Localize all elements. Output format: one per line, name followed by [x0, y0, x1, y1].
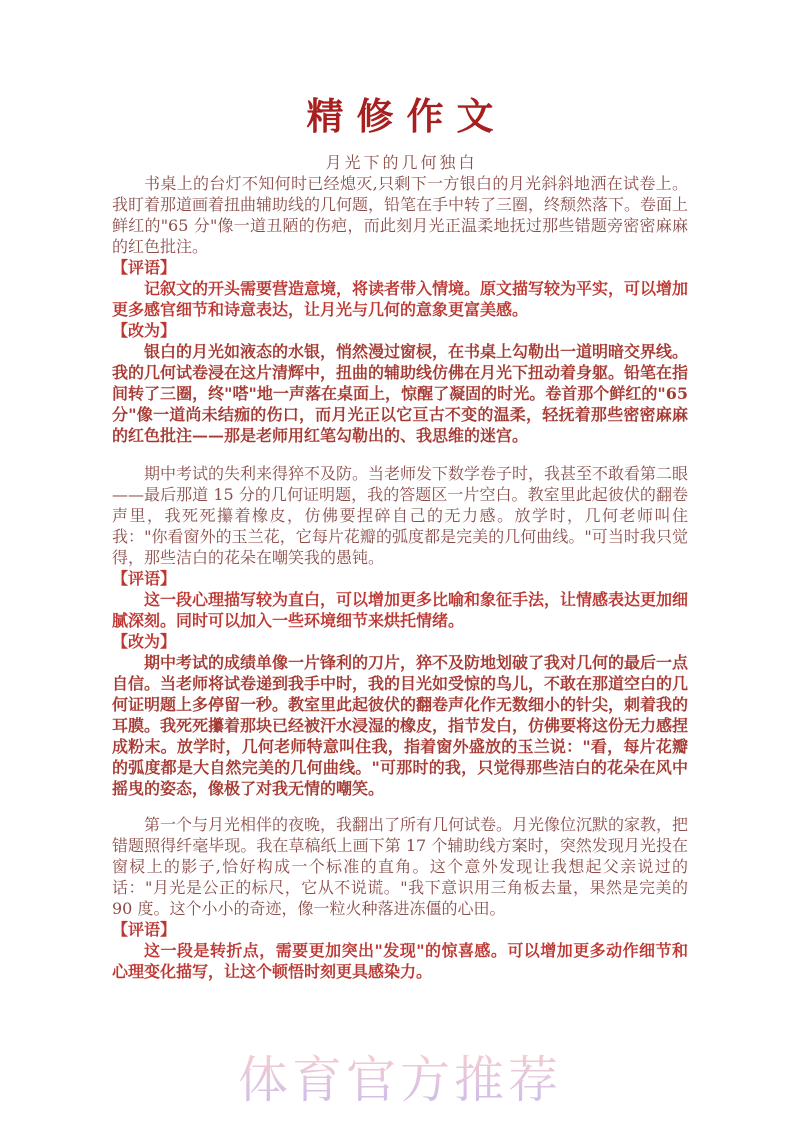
page-title: 精修作文 — [306, 94, 507, 138]
essay-section-1 — [112, 173, 688, 446]
comment-label: 【评语】 — [112, 569, 177, 588]
comment-label: 【评语】 — [112, 258, 177, 277]
document-content — [112, 0, 688, 982]
rewrite-label: 【改为】 — [112, 321, 177, 340]
original-paragraph: 第一个与月光相伴的夜晚，我翻出了所有几何试卷。月光像位沉默的家教，把错题照得纤毫毕现。我在草稿纸上画下第 17 个辅助线方案时，突然发现月光投在窗棂上的影子,恰好构成一个标准的直角。这个意外发现让我想起父亲说过的话："月光是公正的标尺，它从不说谎。"我下意识用三角板去量，果然是完美的 90 度。这个小小的奇迹，像一粒火种落进冻僵的心田。 — [112, 815, 689, 918]
comment-text: 这一段心理描写较为直白，可以增加更多比喻和象征手法，让情感表达更加细腻深刻。同时可以加入一些环境细节来烘托情绪。 — [112, 590, 689, 630]
original-paragraph: 书桌上的台灯不知何时已经熄灭,只剩下一方银白的月光斜斜地洒在试卷上。我盯着那道画着扭曲辅助线的几何题，铅笔在手中转了三圈，终颓然落下。卷面上鲜红的"65 分"像一道丑陋的伤疤，而此刻月光正温柔地抚过那些错题旁密密麻麻的红色批注。 — [112, 174, 689, 256]
essay-section-2 — [112, 463, 688, 799]
rewrite-label: 【改为】 — [112, 632, 177, 651]
watermark-text: 体育官方推荐 — [0, 1050, 800, 1110]
original-paragraph: 期中考试的失利来得猝不及防。当老师发下数学卷子时，我甚至不敢看第二眼——最后那道 15 分的几何证明题，我的答题区一片空白。教室里此起彼伏的翻卷声里，我死死攥着橡皮，仿佛要捏碎自己的无力感。放学时，几何老师叫住我："你看窗外的玉兰花，它每片花瓣的弧度都是完美的几何曲线。"可当时我只觉得，那些洁白的花朵在嘲笑我的愚钝。 — [112, 464, 689, 567]
essay-subtitle: 月光下的几何独白 — [325, 153, 478, 172]
comment-label: 【评语】 — [112, 920, 177, 939]
comment-text: 这一段是转折点，需要更加突出"发现"的惊喜感。可以增加更多动作细节和心理变化描写，让这个顿悟时刻更具感染力。 — [112, 941, 688, 981]
essay-section-3 — [112, 814, 688, 982]
comment-text: 记叙文的开头需要营造意境，将读者带入情境。原文描写较为平实，可以增加更多感官细节和诗意表达，让月光与几何的意象更富美感。 — [112, 279, 689, 319]
rewrite-text: 银白的月光如液态的水银，悄然漫过窗棂，在书桌上勾勒出一道明暗交界线。我的几何试卷浸在这片清辉中，扭曲的辅助线仿佛在月光下扭动着身躯。铅笔在指间转了三圈，终"嗒"地一声落在桌面上，惊醒了凝固的时光。卷首那个鲜红的"65 分"像一道尚未结痂的伤口，而月光正以它亘古不变的温柔，轻抚着那些密密麻麻的红色批注——那是老师用红笔勾勒出的、我思维的迷宫。 — [112, 342, 689, 445]
rewrite-text: 期中考试的成绩单像一片锋利的刀片，猝不及防地划破了我对几何的最后一点自信。当老师将试卷递到我手中时，我的目光如受惊的鸟儿，不敢在那道空白的几何证明题上多停留一秒。教室里此起彼伏的翻卷声化作无数细小的针尖，刺着我的耳膜。我死死攥着那块已经被汗水浸湿的橡皮，指节发白，仿佛要将这份无力感捏成粉末。放学时，几何老师特意叫住我，指着窗外盛放的玉兰说："看，每片花瓣的弧度都是大自然完美的几何曲线。"可那时的我，只觉得那些洁白的花朵在风中摇曳的姿态，像极了对我无情的嘲笑。 — [112, 653, 689, 798]
